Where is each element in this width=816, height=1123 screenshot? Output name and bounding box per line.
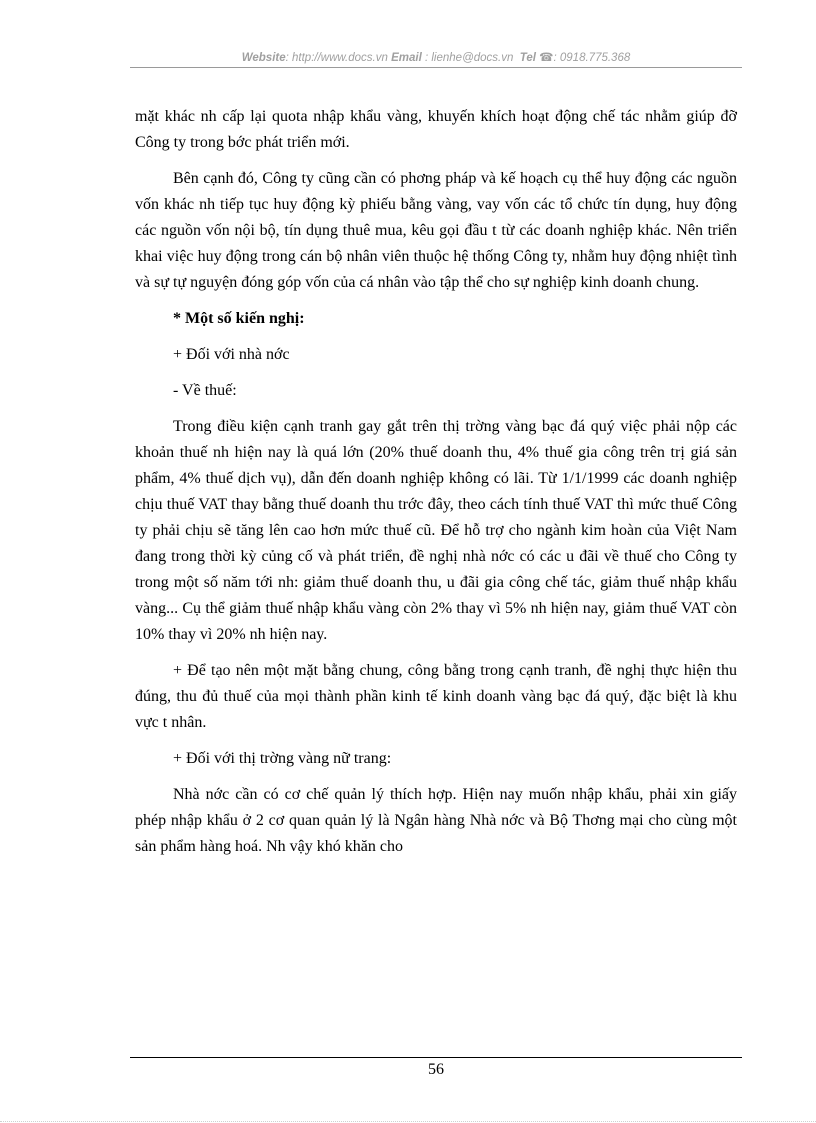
paragraph-fair-competition: + Để tạo nên một mặt bằng chung, công bằng trong cạnh tranh, đề nghị thực hiện thu đúng, thu đủ thuế của mọi thành phần kinh tế kinh doanh vàng bạc đá quý, đặc biệt là khu vực t nhân. bbox=[135, 662, 737, 731]
section-heading-recommendations: * Một số kiến nghị: bbox=[173, 310, 305, 327]
paragraph-management: Nhà nớc cần có cơ chế quản lý thích hợp. Hiện nay muốn nhập khẩu, phải xin giấy phép nhập khẩu ở 2 cơ quan quản lý là Ngân hàng Nhà nớc và Bộ Thơng mại cho cùng một sản phẩm hàng hoá. Nh vậy khó khăn cho bbox=[135, 786, 737, 855]
subheading-state: + Đối với nhà nớc bbox=[173, 346, 290, 363]
subheading-tax: - Về thuế: bbox=[173, 382, 237, 399]
website-value: : http://www.docs.vn bbox=[285, 52, 388, 64]
email-value: : lienhe@docs.vn bbox=[424, 52, 514, 64]
paragraph-continuation: mặt khác nh cấp lại quota nhập khẩu vàng, khuyến khích hoạt động chế tác nhằm giúp đỡ Công ty trong bớc phát triển mới. bbox=[135, 108, 737, 151]
document-body bbox=[135, 104, 737, 870]
tel-value: : 0918.775.368 bbox=[553, 52, 631, 64]
phone-icon: ☎ bbox=[539, 52, 554, 64]
footer-divider bbox=[130, 1057, 742, 1058]
header-divider bbox=[130, 67, 742, 68]
page-number: 56 bbox=[428, 1061, 444, 1078]
subheading-jewelry-market: + Đối với thị trờng vàng nữ trang: bbox=[173, 750, 392, 767]
page-header bbox=[130, 50, 742, 64]
paragraph-tax: Trong điều kiện cạnh tranh gay gắt trên thị trờng vàng bạc đá quý việc phải nộp các khoản thuế nh hiện nay là quá lớn (20% thuế doanh thu, 4% thuế gia công trên trị giá sản phẩm, 4% thuế dịch vụ), dẫn đến doanh nghiệp không có lãi. Từ 1/1/1999 các doanh nghiệp chịu thuế VAT thay bằng thuế doanh thu trớc đây, theo cách tính thuế VAT thì mức thuế Công ty phải chịu sẽ tăng lên cao hơn mức thuế cũ. Để hỗ trợ cho ngành kim hoàn của Việt Nam đang trong thời kỳ củng cố và phát triển, đề nghị nhà nớc có các u đãi về thuế cho Công ty trong một số năm tới nh: giảm thuế doanh thu, u đãi gia công chế tác, giảm thuế nhập khẩu vàng... Cụ thể giảm thuế nhập khẩu vàng còn 2% thay vì 5% nh hiện nay, giảm thuế VAT còn 10% thay vì 20% nh hiện nay. bbox=[135, 418, 737, 643]
paragraph-capital-mobilization: Bên cạnh đó, Công ty cũng cần có phơng pháp và kế hoạch cụ thể huy động các nguồn vốn khác nh tiếp tục huy động kỳ phiếu bằng vàng, vay vốn các tổ chức tín dụng, huy động các nguồn vốn nội bộ, tín dụng thuê mua, kêu gọi đầu t từ các doanh nghiệp khác. Nên triển khai việc huy động trong cán bộ nhân viên thuộc hệ thống Công ty, nhằm huy động nhiệt tình và sự tự nguyện đóng góp vốn của cá nhân vào tập thể cho sự nghiệp kinh doanh chung. bbox=[135, 170, 737, 291]
email-label: Email bbox=[391, 52, 422, 64]
tel-label: Tel bbox=[519, 52, 536, 64]
page-bottom-border bbox=[0, 1121, 816, 1122]
website-label: Website bbox=[241, 52, 286, 64]
